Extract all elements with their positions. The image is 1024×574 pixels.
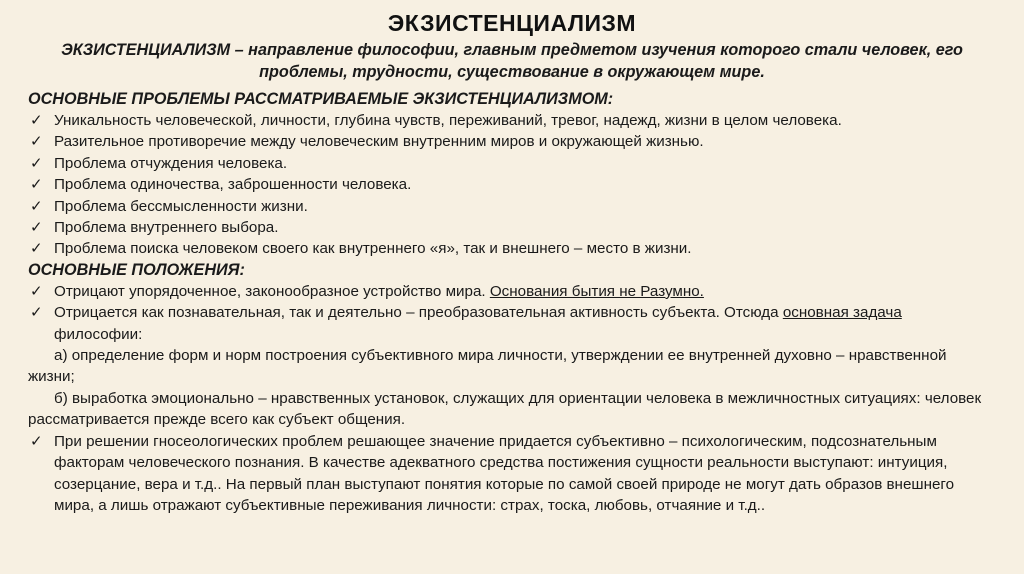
list-item: ✓ При решении гносеологических проблем решающее значение придается субъективно – психологическим, подсознательным факторам человеческого познания. В качестве адекватного средства постижения сущности реальности выступают: интуиция, созерцание, вера и т.д.. На первый план выступают понятия которые по самой своей природе не могут дать образов внешнего мира, а лишь отражают субъективные переживания личности: страх, тоска, любовь, отчаяние и т.д.. <box>30 432 955 514</box>
underlined-phrase: Основания бытия не Разумно. <box>489 282 704 300</box>
sub-point-b: б) выработка эмоционально – нравственных установок, служащих для ориентации человека в межличностных ситуациях: человек рассматривается прежде всего как субъект общения. <box>28 389 982 429</box>
list-item: ✓ Проблема внутреннего выбора. <box>28 217 996 238</box>
check-icon: ✓ <box>30 219 43 237</box>
check-icon: ✓ <box>30 197 43 215</box>
list-item: ✓ Проблема бессмысленности жизни. <box>28 196 996 217</box>
positions-heading: ОСНОВНЫЕ ПОЛОЖЕНИЯ: <box>28 260 245 279</box>
list-item: ✓ Уникальность человеческой, личности, глубина чувств, переживаний, тревог, надежд, жизни в целом человека. <box>28 110 996 131</box>
list-item: ✓ Проблема одиночества, заброшенности человека. <box>28 174 996 195</box>
list-item: ✓ Разительное противоречие между человеческим внутренним миров и окружающей жизнью. <box>28 131 996 152</box>
check-icon: ✓ <box>30 133 43 151</box>
check-icon: ✓ <box>30 282 43 300</box>
list-item: ✓ Отрицают упорядоченное, законообразное устройство мира. Основания бытия не Разумно. <box>28 281 996 302</box>
check-icon: ✓ <box>30 154 43 172</box>
check-icon: ✓ <box>30 432 43 450</box>
positions-list <box>28 281 996 345</box>
check-icon: ✓ <box>30 240 43 258</box>
check-icon: ✓ <box>30 112 43 129</box>
list-item: ✓ Проблема поиска человеком своего как внутреннего «я», так и внешнего – место в жизни. <box>28 238 996 259</box>
sub-point-a: а) определение форм и норм построения субъективного мира личности, утверждении ее внутренней духовно – нравственной жизни; <box>28 347 947 386</box>
check-icon: ✓ <box>30 304 43 322</box>
page-title: ЭКЗИСТЕНЦИАЛИЗМ <box>387 10 637 36</box>
list-item: ✓ Отрицается как познавательная, так и деятельно – преобразовательная активность субъекта. Отсюда основная задача философии: <box>30 304 902 343</box>
check-icon: ✓ <box>30 176 43 194</box>
definition-text: ЭКЗИСТЕНЦИАЛИЗМ – направление философии, главным предметом изучения которого стали человек, его проблемы, трудности, существование в окружающем мире. <box>61 41 963 81</box>
problems-heading: ОСНОВНЫЕ ПРОБЛЕМЫ РАССМАТРИВАЕМЫЕ ЭКЗИСТЕНЦИАЛИЗМОМ: <box>28 90 614 108</box>
problems-list <box>28 110 996 260</box>
positions-list-2 <box>28 431 996 517</box>
list-item: ✓ Проблема отчуждения человека. <box>28 153 996 174</box>
underlined-phrase: основная задача <box>782 304 902 322</box>
